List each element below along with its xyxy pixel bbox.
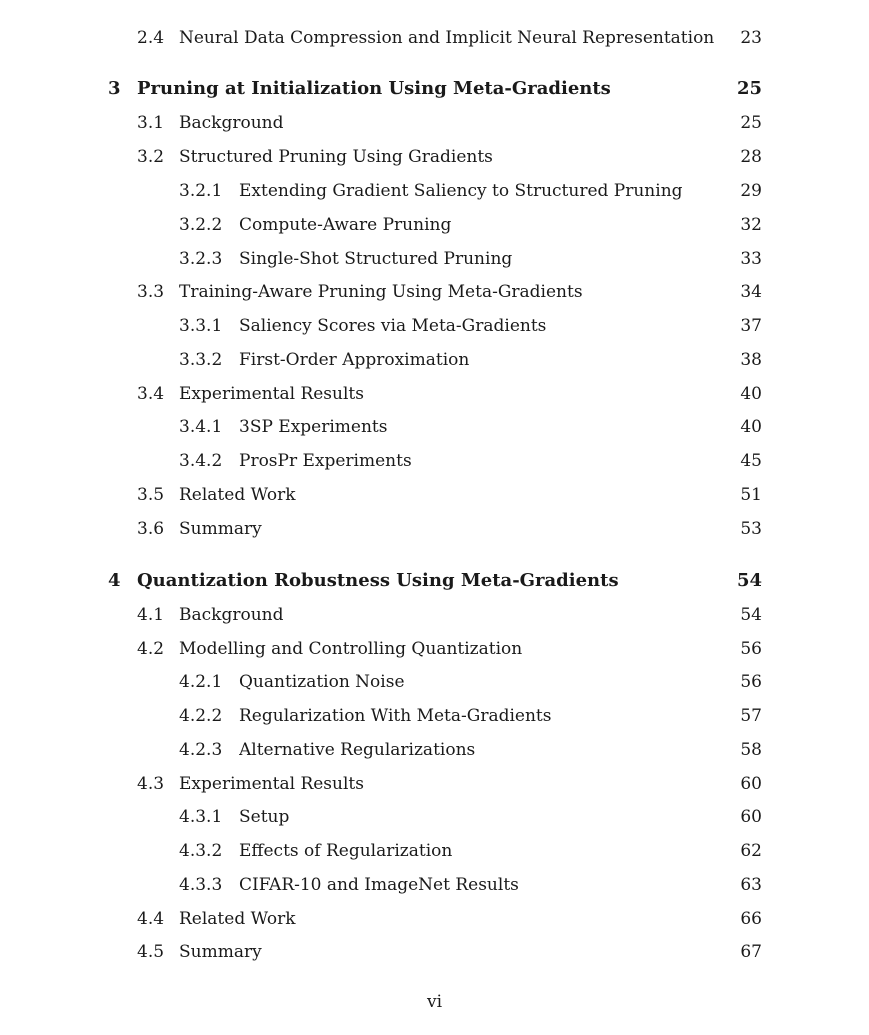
toc-entry-title[interactable]: Quantization Noise [239, 672, 405, 692]
toc-entry-number: 3.2.3 [179, 249, 223, 269]
toc-subsection-entry[interactable] [0, 449, 869, 473]
toc-subsection-entry[interactable] [0, 247, 869, 271]
toc-entry-page: 34 [740, 282, 762, 302]
toc-subsection-entry[interactable] [0, 314, 869, 338]
toc-section-entry[interactable] [0, 517, 869, 541]
toc-entry-title[interactable]: Background [179, 605, 284, 625]
toc-subsection-entry[interactable] [0, 415, 869, 439]
toc-entry-number: 2.4 [137, 28, 165, 48]
toc-section-entry[interactable] [0, 483, 869, 507]
toc-entry-number: 3.1 [137, 113, 165, 133]
toc-entry-number: 4.5 [137, 942, 165, 962]
toc-entry-title[interactable]: Summary [179, 942, 262, 962]
toc-entry-title[interactable]: ProsPr Experiments [239, 451, 412, 471]
toc-entry-number: 4.3.1 [179, 807, 223, 827]
toc-entry-page: 67 [740, 942, 762, 962]
toc-entry-title[interactable]: Summary [179, 519, 262, 539]
toc-subsection-entry[interactable] [0, 670, 869, 694]
toc-entry-number: 3.4.1 [179, 417, 223, 437]
toc-entry-number: 4.2 [137, 639, 165, 659]
toc-entry-number: 4.2.1 [179, 672, 223, 692]
page-number: vi [426, 992, 443, 1012]
toc-entry-page: 28 [740, 147, 762, 167]
toc-entry-page: 56 [740, 672, 762, 692]
toc-entry-title[interactable]: First-Order Approximation [239, 350, 470, 370]
toc-entry-number: 4.3.3 [179, 875, 223, 895]
toc-subsection-entry[interactable] [0, 179, 869, 203]
toc-entry-page: 60 [740, 807, 762, 827]
toc-entry-page: 38 [740, 350, 762, 370]
toc-entry-title[interactable]: Setup [239, 807, 290, 827]
toc-entry-title[interactable]: Neural Data Compression and Implicit Neural Representation [179, 28, 714, 48]
toc-entry-page: 56 [740, 639, 762, 659]
toc-entry-title[interactable]: Related Work [179, 485, 296, 505]
toc-entry-title[interactable]: Modelling and Controlling Quantization [179, 639, 523, 659]
toc-section-entry[interactable] [0, 26, 869, 50]
toc-section-entry[interactable] [0, 111, 869, 135]
toc-entry-page: 54 [740, 605, 762, 625]
toc-entry-number: 3.6 [137, 519, 165, 539]
toc-entry-page: 33 [740, 249, 762, 269]
toc-entry-page: 51 [740, 485, 762, 505]
toc-section-entry[interactable] [0, 637, 869, 661]
toc-entry-page: 40 [740, 384, 762, 404]
toc-entry-title[interactable]: Pruning at Initialization Using Meta-Gradients [137, 78, 611, 99]
toc-subsection-entry[interactable] [0, 873, 869, 897]
toc-entry-page: 62 [740, 841, 762, 861]
toc-entry-number: 3.3 [137, 282, 165, 302]
toc-entry-page: 25 [736, 78, 762, 99]
toc-section-entry[interactable] [0, 382, 869, 406]
toc-section-entry[interactable] [0, 145, 869, 169]
toc-entry-title[interactable]: Background [179, 113, 284, 133]
toc-section-entry[interactable] [0, 940, 869, 964]
toc-entry-title[interactable]: Effects of Regularization [239, 841, 453, 861]
toc-subsection-entry[interactable] [0, 348, 869, 372]
toc-entry-title[interactable]: Experimental Results [179, 384, 364, 404]
toc-entry-number: 4.4 [137, 909, 165, 929]
toc-entry-page: 37 [740, 316, 762, 336]
toc-entry-title[interactable]: Extending Gradient Saliency to Structured Pruning [239, 181, 683, 201]
toc-subsection-entry[interactable] [0, 213, 869, 237]
toc-entry-number: 4.1 [137, 605, 165, 625]
toc-entry-number: 3.2.1 [179, 181, 223, 201]
toc-entry-number: 4.2.2 [179, 706, 223, 726]
toc-subsection-entry[interactable] [0, 805, 869, 829]
toc-entry-title[interactable]: Training-Aware Pruning Using Meta-Gradients [179, 282, 583, 302]
toc-entry-page: 23 [740, 28, 762, 48]
toc-entry-title[interactable]: Related Work [179, 909, 296, 929]
toc-entry-number: 3.2.2 [179, 215, 223, 235]
toc-section-entry[interactable] [0, 280, 869, 304]
toc-entry-page: 66 [740, 909, 762, 929]
toc-entry-number: 3.4.2 [179, 451, 223, 471]
toc-entry-title[interactable]: 3SP Experiments [239, 417, 388, 437]
toc-entry-page: 63 [740, 875, 762, 895]
toc-entry-number: 3.4 [137, 384, 165, 404]
toc-chapter-entry[interactable] [0, 77, 869, 101]
toc-subsection-entry[interactable] [0, 839, 869, 863]
toc-entry-number: 4.3.2 [179, 841, 223, 861]
toc-subsection-entry[interactable] [0, 738, 869, 762]
toc-entry-number: 4.3 [137, 774, 165, 794]
toc-entry-number: 3.3.2 [179, 350, 223, 370]
toc-entry-title[interactable]: Structured Pruning Using Gradients [179, 147, 493, 167]
toc-section-entry[interactable] [0, 603, 869, 627]
toc-entry-title[interactable]: Quantization Robustness Using Meta-Gradients [137, 570, 619, 591]
toc-entry-page: 29 [740, 181, 762, 201]
toc-entry-number: 4 [108, 570, 121, 591]
toc-entry-page: 53 [740, 519, 762, 539]
toc-section-entry[interactable] [0, 772, 869, 796]
toc-entry-page: 60 [740, 774, 762, 794]
toc-entry-page: 40 [740, 417, 762, 437]
toc-entry-title[interactable]: Compute-Aware Pruning [239, 215, 452, 235]
toc-entry-page: 45 [740, 451, 762, 471]
toc-entry-page: 58 [740, 740, 762, 760]
toc-entry-number: 3.3.1 [179, 316, 223, 336]
toc-entry-title[interactable]: Saliency Scores via Meta-Gradients [239, 316, 547, 336]
toc-entry-title[interactable]: Alternative Regularizations [239, 740, 476, 760]
toc-entry-number: 3.2 [137, 147, 165, 167]
toc-entry-number: 3.5 [137, 485, 165, 505]
toc-entry-title[interactable]: CIFAR-10 and ImageNet Results [239, 875, 519, 895]
toc-chapter-entry[interactable] [0, 569, 869, 593]
toc-entry-number: 3 [108, 78, 121, 99]
toc-entry-title[interactable]: Experimental Results [179, 774, 364, 794]
toc-entry-page: 32 [740, 215, 762, 235]
toc-entry-page: 57 [740, 706, 762, 726]
toc-entry-page: 54 [736, 570, 762, 591]
toc-subsection-entry[interactable] [0, 704, 869, 728]
toc-entry-page: 25 [740, 113, 762, 133]
toc-entry-title[interactable]: Single-Shot Structured Pruning [239, 249, 513, 269]
toc-section-entry[interactable] [0, 907, 869, 931]
toc-entry-title[interactable]: Regularization With Meta-Gradients [239, 706, 552, 726]
toc-entry-number: 4.2.3 [179, 740, 223, 760]
